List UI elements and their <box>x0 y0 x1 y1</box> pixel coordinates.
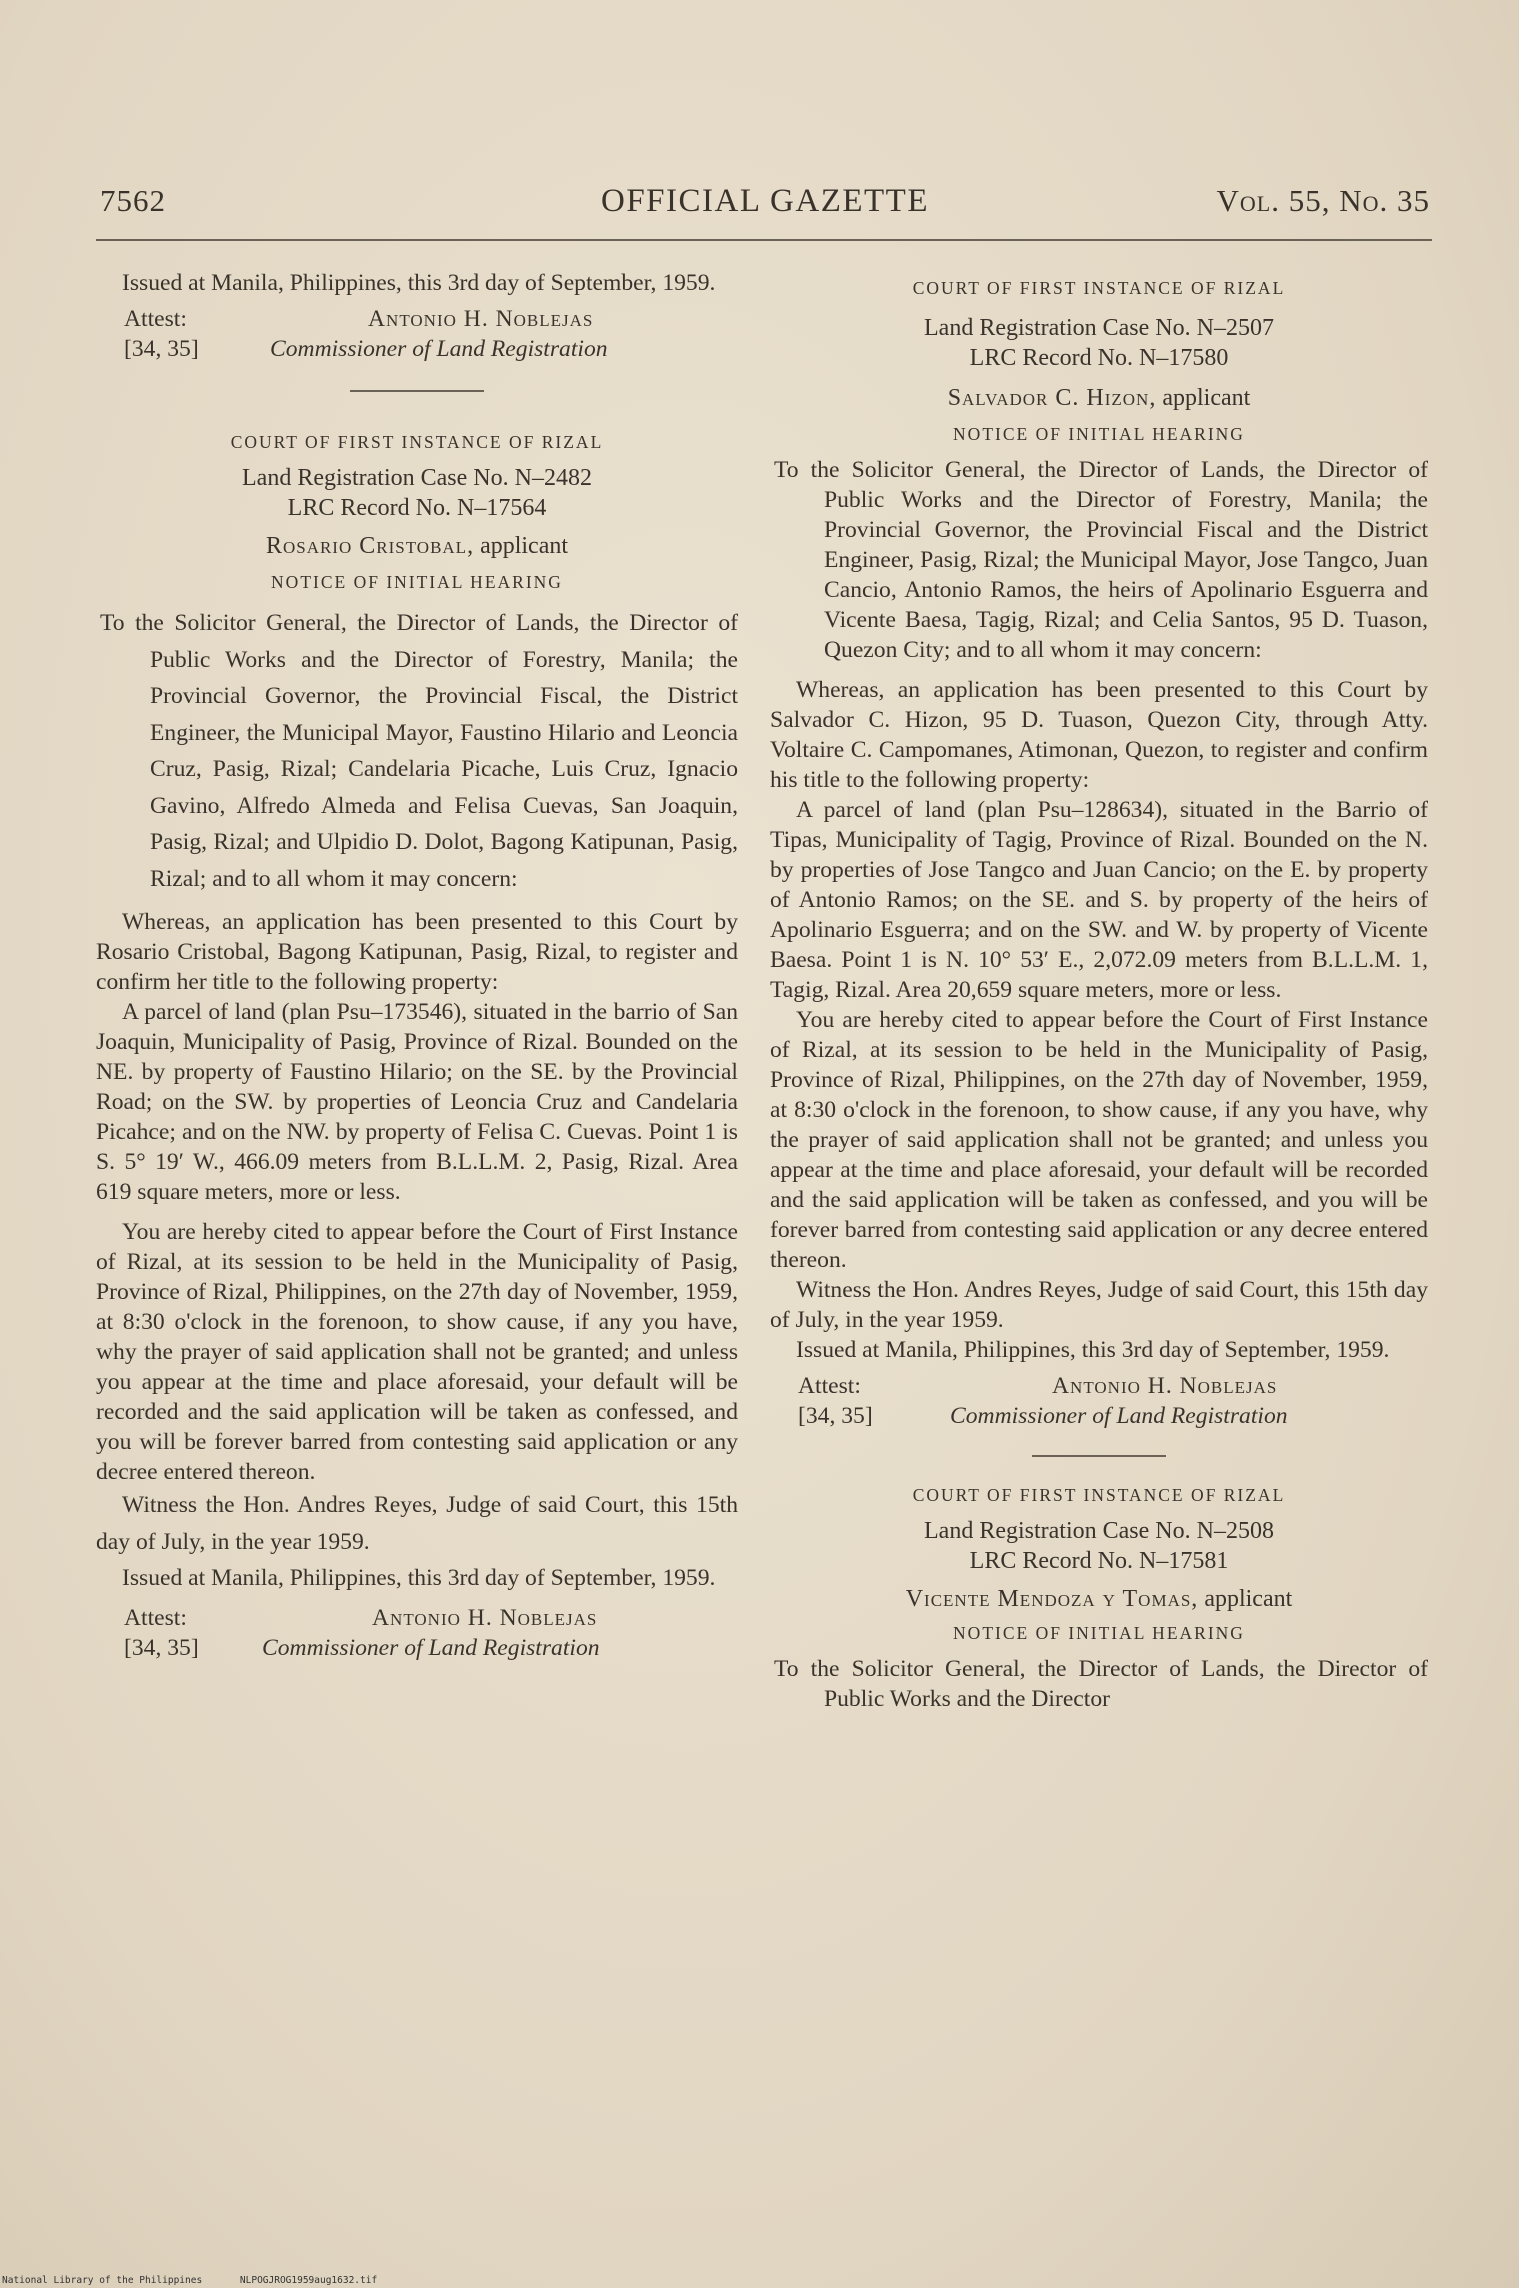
applicant-label: applicant <box>480 533 569 559</box>
attest-block <box>96 1603 738 1663</box>
library-credit: National Library of the Philippines <box>2 2275 203 2286</box>
applicant-name: Salvador C. Hizon, <box>947 385 1157 411</box>
court-name: COURT OF FIRST INSTANCE OF RIZAL <box>912 278 1286 298</box>
court-name: COURT OF FIRST INSTANCE OF RIZAL <box>912 1485 1286 1505</box>
attest-label: Attest: <box>124 1604 187 1631</box>
left-column <box>96 268 738 1663</box>
page-header <box>100 183 1430 233</box>
notice-title: NOTICE OF INITIAL HEARING <box>271 572 563 592</box>
scan-filename: NLPOGJROG1959aug1632.tif <box>239 2275 378 2286</box>
case-number: Land Registration Case No. N–2507 <box>924 315 1274 341</box>
whereas-paragraph: Whereas, an application has been presented to this Court by Salvador C. Hizon, 95 D. Tuason, Quezon City, through Atty. Voltaire C. Campomanes, Atimonan, Quezon, to register and confirm his title to the following property: <box>770 677 1428 793</box>
addressees-paragraph: To the Solicitor General, the Director of Lands, the Director of Public Works and the Director of Forestry, Manila; the Provincial Governor, the Provincial Fiscal and the District Engineer, Pasig, Rizal; the Municipal Mayor, Jose Tangco, Juan Cancio, Antonio Ramos, the heirs of Apolinario Esguerra and Vicente Baesa, Tagig, Rizal; and Celia Santos, 95 D. Tuason, Quezon City; and to all whom it may concern: <box>774 457 1428 663</box>
commissioner-title: Commissioner of Land Registration <box>950 1403 1288 1429</box>
applicant-line <box>770 385 1428 412</box>
attest-block <box>96 304 738 364</box>
page-number: 7562 <box>100 183 166 218</box>
notice-title: NOTICE OF INITIAL HEARING <box>953 424 1245 444</box>
applicant-name: Vicente Mendoza y Tomas, <box>905 1586 1199 1612</box>
attest-label: Attest: <box>798 1373 861 1399</box>
court-name: COURT OF FIRST INSTANCE OF RIZAL <box>230 432 604 452</box>
header-rule <box>96 239 1432 241</box>
applicant-label: applicant <box>1162 385 1251 411</box>
issued-statement: Issued at Manila, Philippines, this 3rd day of September, 1959. <box>796 1337 1390 1363</box>
applicant-line <box>96 533 738 560</box>
parcel-description: A parcel of land (plan Psu–128634), situated in the Barrio of Tipas, Municipality of Tagig, Province of Rizal. Bounded on the N. by properties of Jose Tangco and Juan Cancio; on the E. by property of Antonio Ramos; on the SE. and S. by property of the heirs of Apolinario Esguerra; and on the SW. and W. by property of Vicente Baesa. Point 1 is N. 10° 53′ E., 2,072.09 meters from B.L.L.M. 1, Tagig, Rizal. Area 20,659 square meters, more or less. <box>770 797 1428 1003</box>
commissioner-title: Commissioner of Land Registration <box>262 1634 600 1661</box>
attest-label: Attest: <box>124 306 187 332</box>
case-number: Land Registration Case No. N–2482 <box>242 465 592 491</box>
addressees-paragraph: To the Solicitor General, the Director of Lands, the Director of Public Works and the Director <box>774 1656 1428 1712</box>
commissioner-title: Commissioner of Land Registration <box>270 336 608 362</box>
whereas-paragraph: Whereas, an application has been presented to this Court by Rosario Cristobal, Bagong Katipunan, Pasig, Rizal, to register and confirm her title to the following property: <box>96 909 738 995</box>
issued-statement: Issued at Manila, Philippines, this 3rd day of September, 1959. <box>122 1565 716 1591</box>
witness-statement: Witness the Hon. Andres Reyes, Judge of said Court, this 15th day of July, in the year 1959. <box>96 1492 738 1555</box>
attest-block <box>770 1371 1428 1431</box>
right-column <box>770 268 1428 1714</box>
scan-footer <box>2 2275 409 2286</box>
parcel-description: A parcel of land (plan Psu–173546), situated in the barrio of San Joaquin, Municipality of Pasig, Province of Rizal. Bounded on the NE. by property of Faustino Hilario; on the SE. by the Provincial Road; on the SW. by properties of Leoncia Cruz and Candelaria Picahce; and on the NW. by property of Felisa C. Cuevas. Point 1 is S. 5° 19′ W., 466.09 meters from B.L.L.M. 2, Pasig, Rizal. Area 619 square meters, more or less. <box>96 999 738 1205</box>
case-number: Land Registration Case No. N–2508 <box>924 1518 1274 1544</box>
issued-statement: Issued at Manila, Philippines, this 3rd day of September, 1959. <box>122 270 716 296</box>
commissioner-name: Antonio H. Noblejas <box>372 1604 598 1631</box>
applicant-name: Rosario Cristobal, <box>265 533 475 559</box>
lrc-record: LRC Record No. N–17580 <box>969 345 1229 371</box>
lrc-record: LRC Record No. N–17564 <box>287 495 547 521</box>
citation-paragraph: You are hereby cited to appear before the Court of First Instance of Rizal, at its session to be held in the Municipality of Pasig, Province of Rizal, Philippines, on the 27th day of November, 1959, at 8:30 o'clock in the forenoon, to show cause, if any you have, why the prayer of said application shall not be granted; and unless you appear at the time and place aforesaid, your default will be recorded and the said application will be taken as confessed, and you will be forever barred from contesting said application or any decree entered thereon. <box>96 1219 738 1485</box>
notice-title: NOTICE OF INITIAL HEARING <box>953 1623 1245 1643</box>
commissioner-name: Antonio H. Noblejas <box>1052 1373 1278 1399</box>
citation-paragraph: You are hereby cited to appear before the Court of First Instance of Rizal, at its session to be held in the Municipality of Pasig, Province of Rizal, Philippines, on the 27th day of November, 1959, at 8:30 o'clock in the forenoon, to show cause, if any you have, why the prayer of said application shall not be granted; and unless you appear at the time and place aforesaid, your default will be recorded and the said application will be taken as confessed, and you will be forever barred from contesting said application or any decree entered thereon. <box>770 1007 1428 1273</box>
applicant-line <box>770 1586 1428 1613</box>
applicant-label: applicant <box>1204 1586 1293 1612</box>
lrc-record: LRC Record No. N–17581 <box>969 1548 1229 1574</box>
witness-statement: Witness the Hon. Andres Reyes, Judge of said Court, this 15th day of July, in the year 1959. <box>770 1277 1428 1333</box>
section-divider <box>350 390 484 392</box>
issue-reference: [34, 35] <box>798 1403 873 1429</box>
addressees-paragraph: To the Solicitor General, the Director of Lands, the Director of Public Works and the Director of Forestry, Manila; the Provincial Governor, the Provincial Fiscal, the District Engineer, the Municipal Mayor, Faustino Hilario and Leoncia Cruz, Pasig, Rizal; Candelaria Picache, Luis Cruz, Ignacio Gavino, Alfredo Almeda and Felisa Cuevas, San Joaquin, Pasig, Rizal; and Ulpidio D. Dolot, Bagong Katipunan, Pasig, Rizal; and to all whom it may concern: <box>100 610 738 892</box>
issue-reference: [34, 35] <box>124 336 199 362</box>
section-divider <box>1032 1455 1166 1457</box>
commissioner-name: Antonio H. Noblejas <box>368 306 594 332</box>
publication-title: OFFICIAL GAZETTE <box>601 183 929 219</box>
volume-number: Vol. 55, No. 35 <box>1216 183 1430 218</box>
issue-reference: [34, 35] <box>124 1634 199 1661</box>
